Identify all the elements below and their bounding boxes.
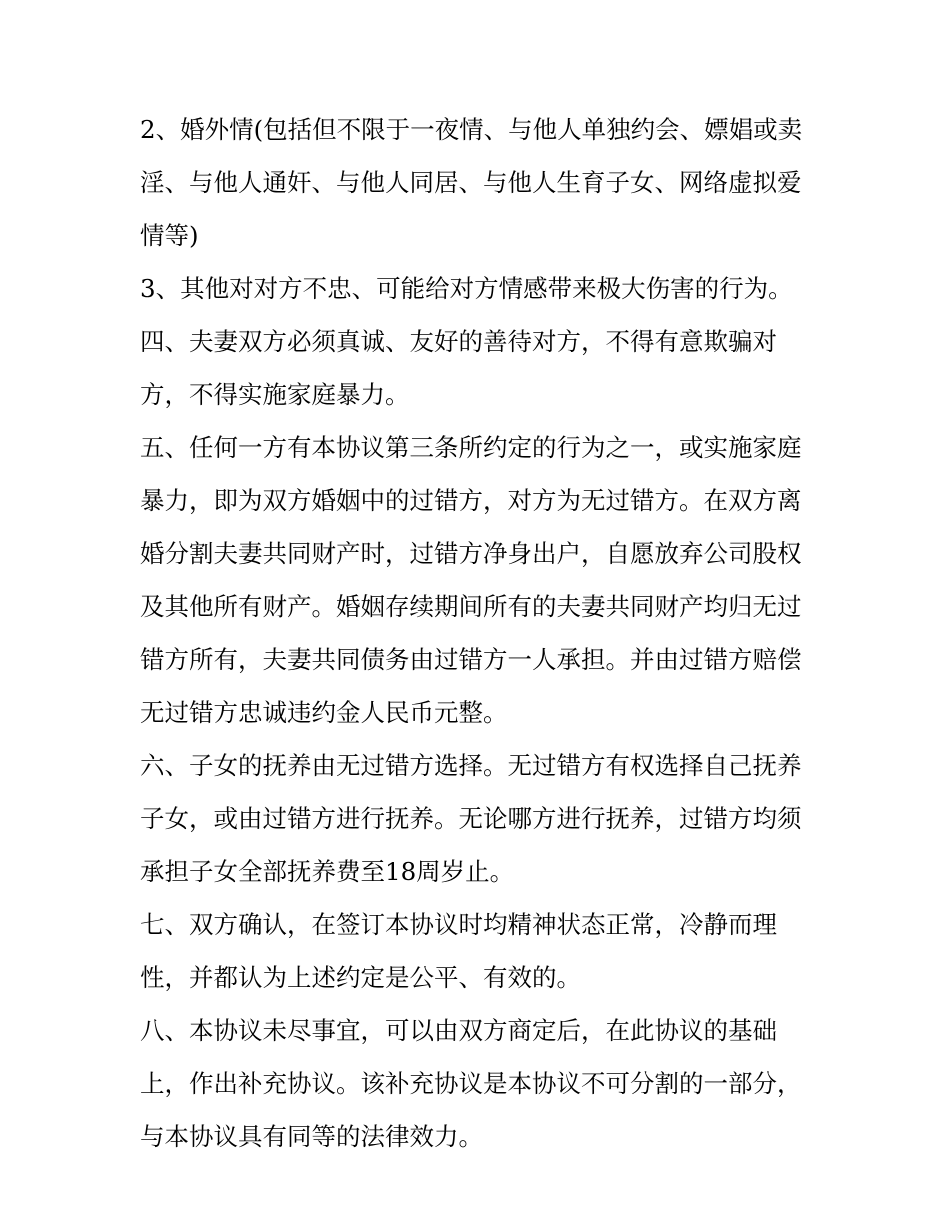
text-line: 六、子女的抚养由无过错方选择。无过错方有权选择自己抚养 <box>140 751 802 780</box>
text-line: 方，不得实施家庭暴力。 <box>140 380 410 409</box>
text-line: 四、夫妻双方必须真诚、友好的善待对方，不得有意欺骗对 <box>140 327 777 356</box>
document-body <box>140 103 820 1163</box>
text-line: 无过错方忠诚违约金人民币元整。 <box>140 698 508 727</box>
text-line: 淫、与他人通奸、与他人同居、与他人生育子女、网络虚拟爱 <box>140 168 802 197</box>
article-5-paragraph <box>140 421 820 739</box>
text-line: 错方所有，夫妻共同债务由过错方一人承担。并由过错方赔偿 <box>140 645 802 674</box>
text-line: 子女，或由过错方进行抚养。无论哪方进行抚养，过错方均须 <box>140 804 802 833</box>
article-7-paragraph <box>140 898 820 1004</box>
text-line: 与本协议具有同等的法律效力。 <box>140 1122 483 1151</box>
text-line: 及其他所有财产。婚姻存续期间所有的夫妻共同财产均归无过 <box>140 592 802 621</box>
text-line: 婚分割夫妻共同财产时，过错方净身出户，自愿放弃公司股权 <box>140 539 802 568</box>
text-line: 五、任何一方有本协议第三条所约定的行为之一，或实施家庭 <box>140 433 802 462</box>
text-line: 性，并都认为上述约定是公平、有效的。 <box>140 963 581 992</box>
clause-2-paragraph <box>140 103 820 262</box>
article-4-paragraph <box>140 315 820 421</box>
clause-3-paragraph <box>140 262 820 315</box>
text-line: 情等) <box>140 221 199 250</box>
text-line: 八、本协议未尽事宜，可以由双方商定后，在此协议的基础 <box>140 1016 777 1045</box>
text-line: 2、婚外情(包括但不限于一夜情、与他人单独约会、嫖娼或卖 <box>140 115 803 144</box>
text-line: 承担子女全部抚养费至18周岁止。 <box>140 857 515 886</box>
text-line: 七、双方确认，在签订本协议时均精神状态正常，冷静而理 <box>140 910 777 939</box>
text-line: 上，作出补充协议。该补充协议是本协议不可分割的一部分， <box>140 1069 802 1098</box>
text-line: 暴力，即为双方婚姻中的过错方，对方为无过错方。在双方离 <box>140 486 802 515</box>
article-8-paragraph <box>140 1004 820 1163</box>
text-line: 3、其他对对方不忠、可能给对方情感带来极大伤害的行为。 <box>140 274 793 303</box>
article-6-paragraph <box>140 739 820 898</box>
